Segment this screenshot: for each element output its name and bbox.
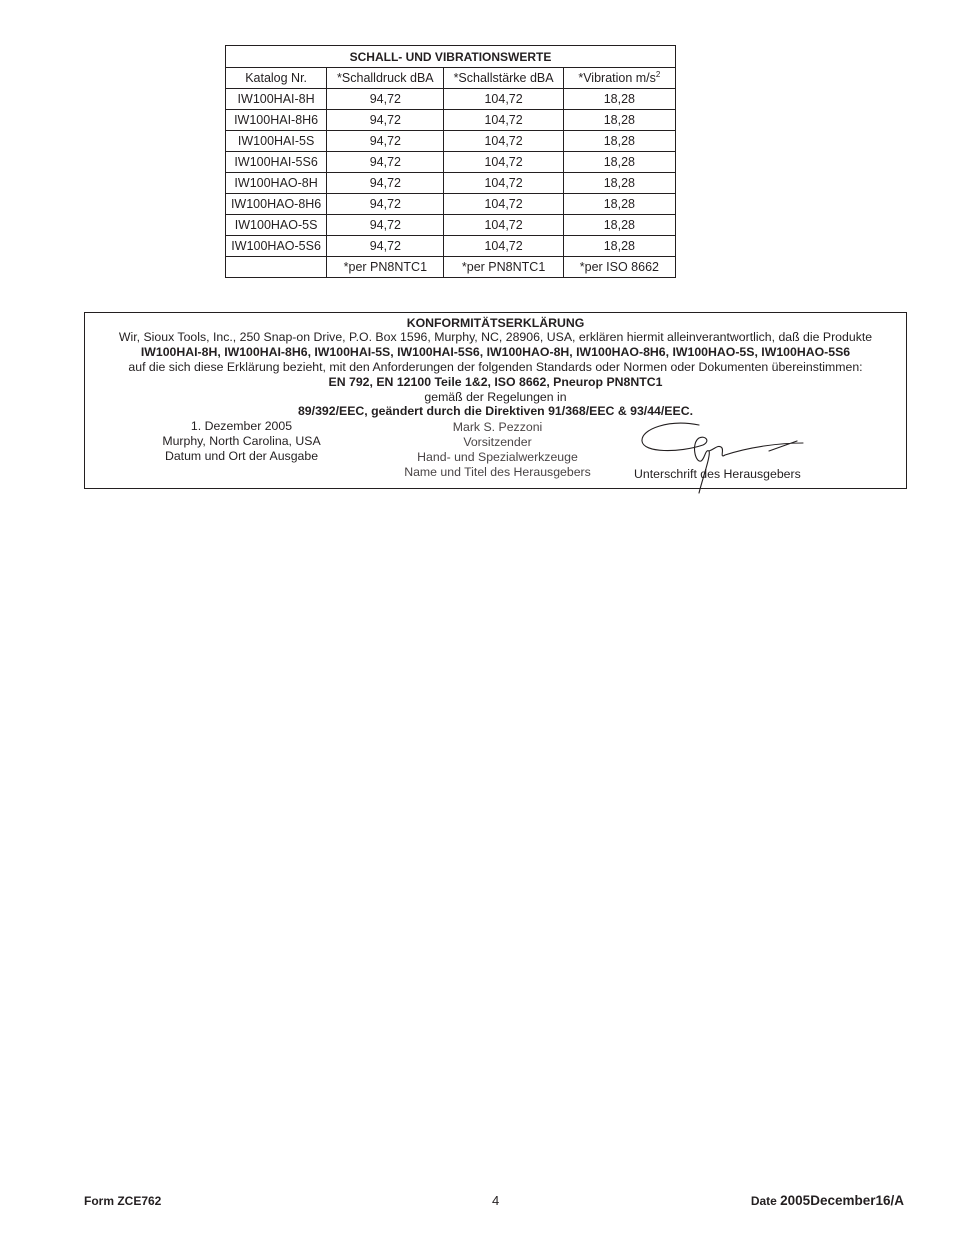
issue-date: 1. Dezember 2005 xyxy=(190,419,293,433)
table-row xyxy=(226,194,676,215)
table-row xyxy=(226,215,676,236)
signer-title: Vorsitzender xyxy=(463,435,532,449)
table-footnote-row xyxy=(226,257,676,278)
issue-date-label: Datum und Ort der Ausgabe xyxy=(164,449,319,463)
table-cell: IW100HAI-8H6 xyxy=(226,110,327,131)
table-cell: 104,72 xyxy=(444,215,563,236)
revision-date xyxy=(751,1193,904,1208)
issue-place: Murphy, North Carolina, USA xyxy=(162,434,321,448)
revision-date-value: 2005December16/A xyxy=(780,1193,904,1208)
table-row xyxy=(226,110,676,131)
signer-label: Name und Titel des Herausgebers xyxy=(404,465,591,479)
header-catalog: Katalog Nr. xyxy=(226,68,327,89)
table-cell: 94,72 xyxy=(327,173,444,194)
signer-division: Hand- und Spezialwerkzeuge xyxy=(417,450,578,464)
table-cell: 18,28 xyxy=(563,89,675,110)
table-cell: IW100HAI-8H xyxy=(226,89,327,110)
declaration-of-conformity xyxy=(84,312,907,489)
signature-label: Unterschrift des Herausgebers xyxy=(634,467,801,481)
signature-image xyxy=(639,421,809,496)
declaration-according: gemäß der Regelungen in xyxy=(424,390,567,404)
table-cell: IW100HAO-8H6 xyxy=(226,194,327,215)
table-cell: IW100HAI-5S xyxy=(226,131,327,152)
table-cell: 94,72 xyxy=(327,236,444,257)
table-cell: 18,28 xyxy=(563,131,675,152)
table-title: SCHALL- UND VIBRATIONSWERTE xyxy=(226,46,676,68)
vibration-unit-superscript: 2 xyxy=(655,70,661,80)
table-cell: 104,72 xyxy=(444,89,563,110)
declaration-standards: EN 792, EN 12100 Teile 1&2, ISO 8662, Pneurop PN8NTC1 xyxy=(328,375,663,389)
table-row xyxy=(226,173,676,194)
table-cell: 18,28 xyxy=(563,152,675,173)
table-cell: 104,72 xyxy=(444,194,563,215)
table-cell: 18,28 xyxy=(563,215,675,236)
table-cell: 94,72 xyxy=(327,152,444,173)
table-cell: 104,72 xyxy=(444,173,563,194)
page-number: 4 xyxy=(492,1193,500,1208)
header-vibration: *Vibration $m/s^2$ xyxy=(563,68,675,89)
table-row xyxy=(226,236,676,257)
table-cell: 94,72 xyxy=(327,89,444,110)
declaration-title: KONFORMITÄTSERKLÄRUNG xyxy=(406,316,585,330)
issue-date-place xyxy=(149,419,334,464)
declaration-intro: Wir, Sioux Tools, Inc., 250 Snap-on Drive, P.O. Box 1596, Murphy, NC, 28906, USA, erklären hiermit alleinverantwortlich, daß die Produkte xyxy=(118,330,873,344)
header-sound-pressure: *Schalldruck dBA xyxy=(327,68,444,89)
table-footnote-cell: *per PN8NTC1 xyxy=(444,257,563,278)
table-cell: 18,28 xyxy=(563,110,675,131)
table-cell: IW100HAO-8H xyxy=(226,173,327,194)
form-number: Form ZCE762 xyxy=(84,1194,162,1208)
declaration-directives: 89/392/EEC, geändert durch die Direktiven 91/368/EEC & 93/44/EEC. xyxy=(297,404,694,418)
table-cell: 104,72 xyxy=(444,236,563,257)
signer-name: Mark S. Pezzoni xyxy=(452,420,543,434)
table-cell: 94,72 xyxy=(327,215,444,236)
table-cell: 104,72 xyxy=(444,152,563,173)
table-cell: IW100HAO-5S6 xyxy=(226,236,327,257)
table-cell: 104,72 xyxy=(444,110,563,131)
table-cell: 18,28 xyxy=(563,173,675,194)
table-footnote-cell: *per ISO 8662 xyxy=(563,257,675,278)
table-cell: 104,72 xyxy=(444,131,563,152)
revision-date-label: Date xyxy=(750,1194,781,1208)
table-cell: 18,28 xyxy=(563,236,675,257)
table-footnote-cell: *per PN8NTC1 xyxy=(327,257,444,278)
table-row xyxy=(226,152,676,173)
table-cell: IW100HAO-5S xyxy=(226,215,327,236)
table-footnote-cell xyxy=(226,257,327,278)
header-sound-power: *Schallstärke dBA xyxy=(444,68,563,89)
declaration-products: IW100HAI-8H, IW100HAI-8H6, IW100HAI-5S, IW100HAI-5S6, IW100HAO-8H, IW100HAO-8H6, IW100HAO-5S, IW100HAO-5S6 xyxy=(140,345,851,359)
table-cell: 94,72 xyxy=(327,110,444,131)
declaration-relation: auf die sich diese Erklärung bezieht, mit den Anforderungen der folgenden Standards oder Normen oder Dokumenten übereinstimmen: xyxy=(128,360,863,374)
signer-info xyxy=(390,420,605,480)
sound-vibration-table xyxy=(225,45,676,278)
table-row xyxy=(226,89,676,110)
table-cell: IW100HAI-5S6 xyxy=(226,152,327,173)
table-cell: 94,72 xyxy=(327,131,444,152)
table-header-row xyxy=(226,68,676,89)
table-cell: 18,28 xyxy=(563,194,675,215)
table-row xyxy=(226,131,676,152)
table-cell: 94,72 xyxy=(327,194,444,215)
